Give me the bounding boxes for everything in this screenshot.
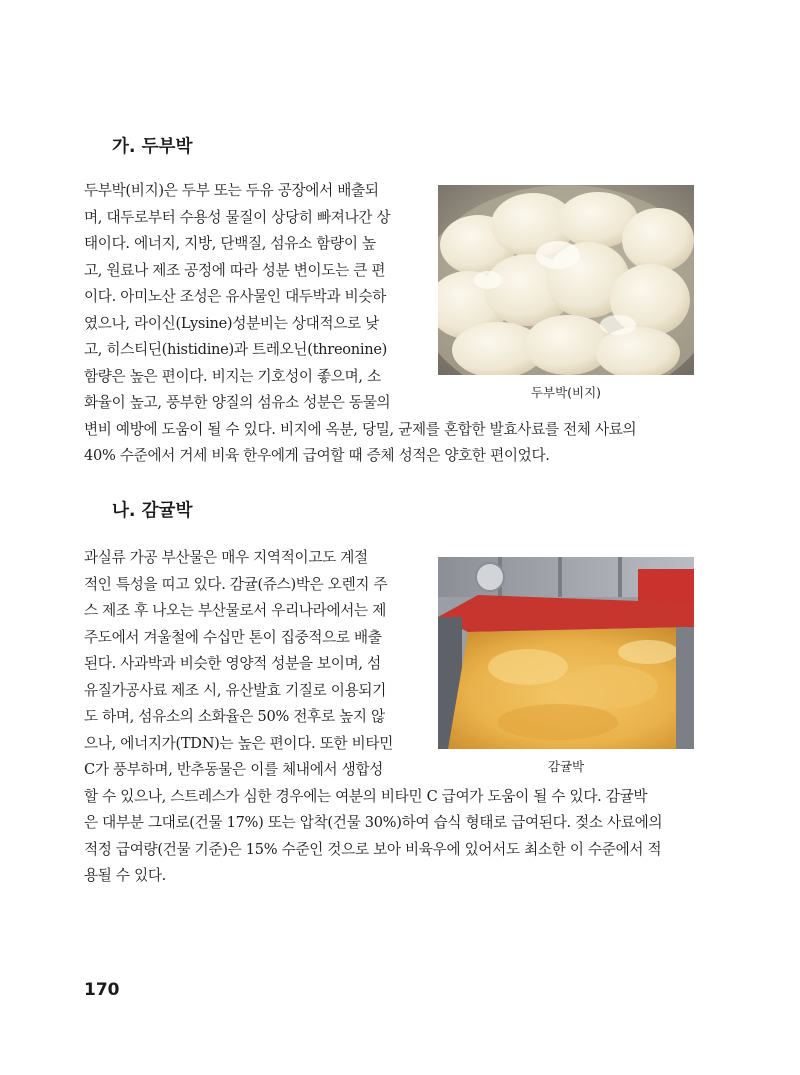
- figure-caption: 감귤박: [547, 759, 585, 774]
- citrus-pulp-photo: [438, 557, 694, 749]
- figure-caption: 두부박(비지): [530, 385, 602, 400]
- text-line: 였으나, 라이신(Lysine)성분비는 상대적으로 낮: [84, 314, 379, 332]
- text-line: 고, 원료나 제조 공정에 따라 성분 변이도는 큰 편: [84, 261, 386, 279]
- text-line: 40% 수준에서 거세 비육 한우에게 급여할 때 증체 성적은 양호한 편이었다.: [84, 447, 550, 464]
- tofu-residue-photo: [438, 185, 694, 375]
- text-line: 할 수 있으나, 스트레스가 심한 경우에는 여분의 비타민 C 급여가 도움이 될 수 있다. 감귤박: [84, 787, 648, 805]
- figure-citrus-pulp: [438, 557, 694, 775]
- text-line: 과실류 가공 부산물은 매우 지역적이고도 계절: [84, 549, 368, 566]
- text-line: 은 대부분 그대로(건물 17%) 또는 압착(건물 30%)하여 습식 형태로 급여된다. 젖소 사료에의: [84, 814, 663, 831]
- text-line: 용될 수 있다.: [84, 867, 167, 884]
- text-line: 함량은 높은 편이다. 비지는 기호성이 좋으며, 소: [84, 367, 381, 385]
- text-line: 변비 예방에 도움이 될 수 있다. 비지에 옥분, 당밀, 균제를 혼합한 발효사료를 전체 사료의: [84, 420, 637, 438]
- figure-tofu-residue: [438, 185, 694, 401]
- text-line: 도 하며, 섬유소의 소화율은 50% 전후로 높지 않: [84, 708, 385, 725]
- text-line: 으나, 에너지가(TDN)는 높은 편이다. 또한 비타민: [84, 734, 394, 752]
- text-line: 된다. 사과박과 비슷한 영양적 성분을 보이며, 섬: [84, 655, 381, 672]
- text-line: 스 제조 후 나오는 부산물로서 우리나라에서는 제: [84, 602, 386, 619]
- section-heading-citrus-pulp: 나. 감귤박: [112, 501, 193, 521]
- text-line: 적인 특성을 띠고 있다. 감귤(쥬스)박은 오렌지 주: [84, 575, 388, 593]
- text-line: 주도에서 겨울철에 수십만 톤이 집중적으로 배출: [84, 628, 382, 646]
- page-number: 170: [84, 980, 120, 1000]
- text-line: 고, 히스티딘(histidine)과 트레오닌(threonine): [84, 341, 388, 358]
- text-line: C가 풍부하며, 반추동물은 이를 체내에서 생합성: [84, 761, 384, 778]
- text-line: 태이다. 에너지, 지방, 단백질, 섬유소 함량이 높: [84, 235, 376, 252]
- text-line: 적정 급여량(건물 기준)은 15% 수준인 것으로 보아 비육우에 있어서도 최소한 이 수준에서 적: [84, 840, 662, 858]
- section-heading-tofu-residue: 가. 두부박: [112, 137, 193, 157]
- text-line: 이다. 아미노산 조성은 유사물인 대두박과 비슷하: [84, 288, 386, 305]
- text-line: 두부박(비지)은 두부 또는 두유 공장에서 배출되: [84, 182, 379, 199]
- text-line: 화율이 높고, 풍부한 양질의 섬유소 성분은 동물의: [84, 394, 391, 411]
- text-line: 며, 대두로부터 수용성 물질이 상당히 빠져나간 상: [84, 208, 391, 226]
- text-line: 유질가공사료 제조 시, 유산발효 기질로 이용되기: [84, 681, 386, 699]
